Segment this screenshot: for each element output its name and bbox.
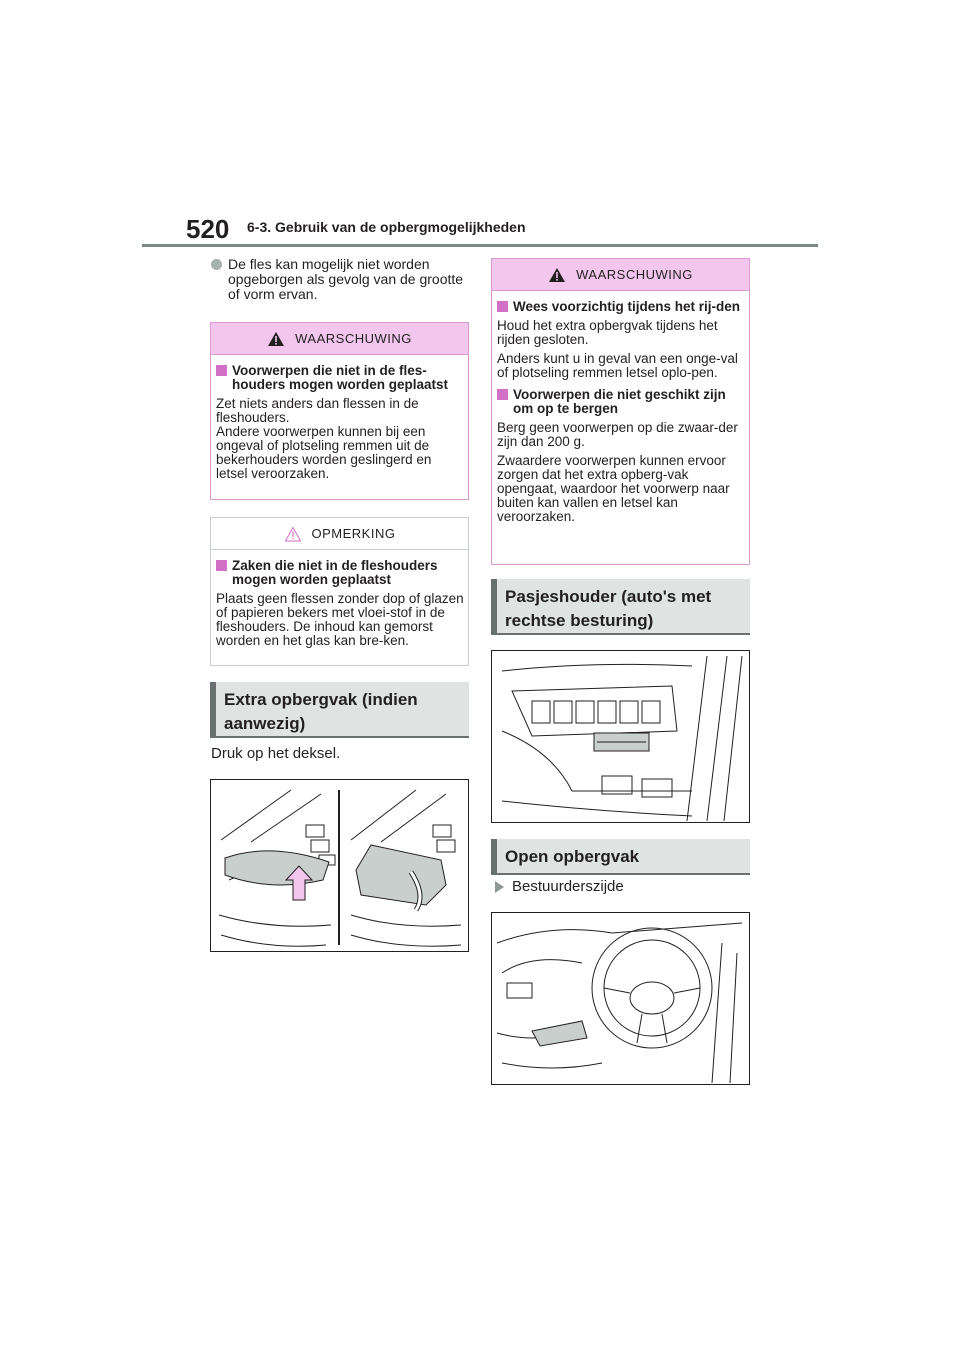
warning-paragraph: Anders kunt u in geval van een onge-val of plotseling remmen letsel oplo-pen.	[497, 351, 738, 380]
warning-paragraph: Andere voorwerpen kunnen bij een ongeval of plotseling remmen uit de bekerhouders worden geslingerd en letsel veroorzaken.	[216, 424, 432, 481]
bullet-item	[211, 257, 469, 302]
note-paragraph: Plaats geen flessen zonder dop of glazen of papieren bekers met vloei-stof in de fleshouders. De inhoud kan gemorst worden en het glas kan bre-ken.	[216, 591, 464, 648]
note-title: OPMERKING	[311, 526, 396, 541]
section-heading: Open opbergvak	[491, 839, 750, 875]
warning-title: WAARSCHUWING	[295, 331, 412, 346]
square-bullet-icon	[216, 365, 227, 376]
header-rule	[142, 244, 818, 247]
note-box	[210, 517, 469, 666]
section-heading: Extra opbergvak (indien aanwezig)	[210, 682, 469, 738]
storage-lid-illustration	[210, 779, 469, 952]
warning-subhead: Voorwerpen die niet geschikt zijn om op te bergen	[513, 387, 726, 416]
square-bullet-icon	[497, 301, 508, 312]
section-title: 6-3. Gebruik van de opbergmogelijkheden	[247, 219, 526, 235]
warning-subhead: Voorwerpen die niet in de fles-houders mogen worden geplaatst	[232, 363, 449, 392]
warning-paragraph: Berg geen voorwerpen op die zwaar-der zijn dan 200 g.	[497, 420, 738, 449]
caution-outline-icon	[284, 526, 302, 542]
warning-paragraph: Houd het extra opbergvak tijdens het rijden gesloten.	[497, 318, 718, 347]
warning-subhead: Wees voorzichtig tijdens het rij-den	[513, 299, 741, 314]
note-subhead: Zaken die niet in de fleshouders mogen worden geplaatst	[232, 558, 438, 587]
arrow-right-icon	[495, 881, 504, 893]
warning-triangle-icon	[548, 267, 566, 283]
warning-box	[491, 258, 750, 565]
warning-paragraph: Zet niets anders dan flessen in de fleshouders.	[216, 396, 419, 425]
warning-triangle-icon	[267, 331, 285, 347]
bullet-text: De fles kan mogelijk niet worden opgeborgen als gevolg van de grootte of vorm ervan.	[228, 256, 464, 302]
driver-side-label	[495, 879, 624, 894]
square-bullet-icon	[216, 560, 227, 571]
warning-header	[492, 259, 749, 291]
driver-side-text: Bestuurderszijde	[512, 878, 624, 895]
bullet-dot-icon	[211, 259, 222, 270]
warning-box	[210, 322, 469, 500]
warning-header	[211, 323, 468, 355]
square-bullet-icon	[497, 389, 508, 400]
warning-title: WAARSCHUWING	[576, 267, 693, 282]
open-storage-illustration	[491, 912, 750, 1085]
instruction-text: Druk op het deksel.	[211, 745, 341, 762]
note-header	[211, 518, 468, 550]
section-heading: Pasjeshouder (auto's met rechtse besturing)	[491, 579, 750, 635]
page-number: 520	[186, 214, 230, 244]
warning-paragraph: Zwaardere voorwerpen kunnen ervoor zorgen dat het extra opberg-vak opengaat, waardoor het voorwerp naar buiten kan vallen en letsel kan veroorzaken.	[497, 453, 730, 524]
card-holder-illustration	[491, 650, 750, 823]
